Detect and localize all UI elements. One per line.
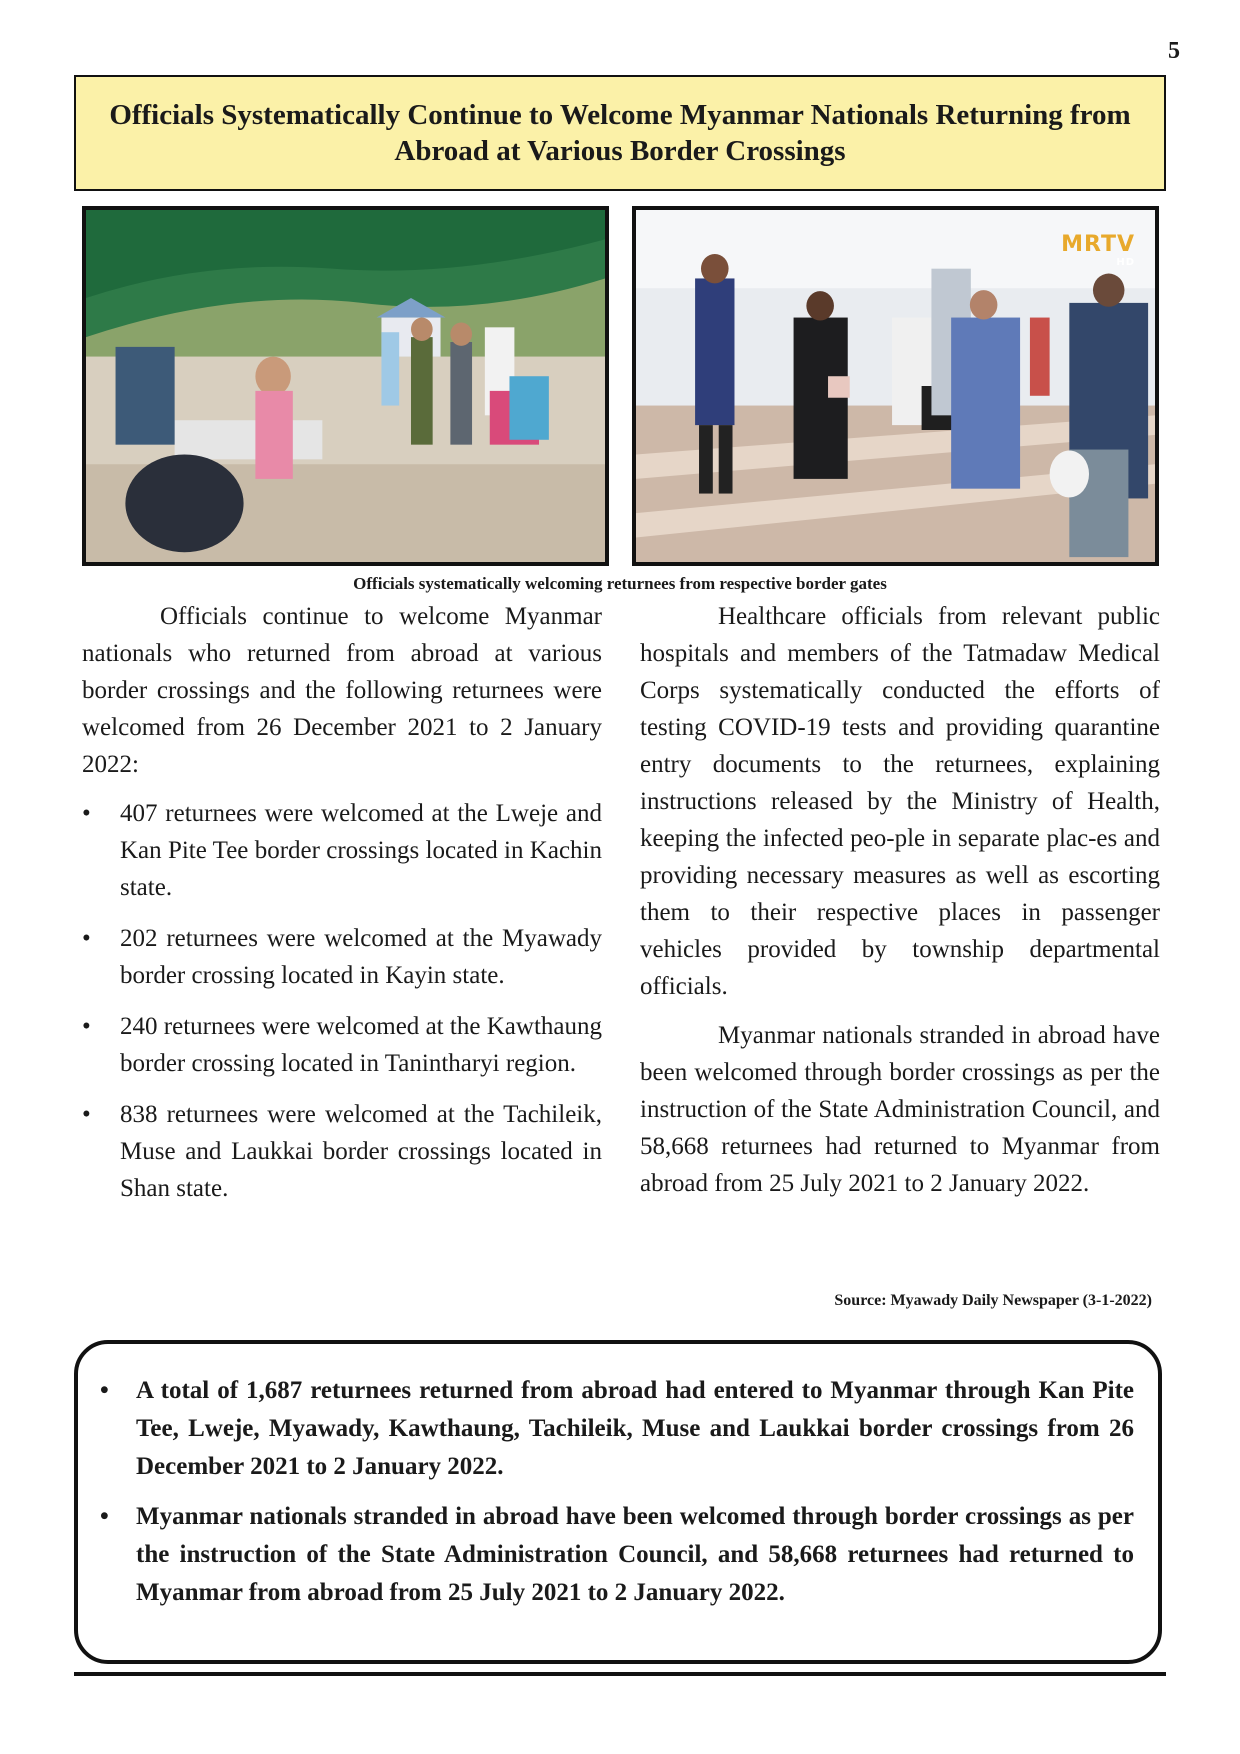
summary-list xyxy=(96,1372,1134,1612)
title-box xyxy=(74,75,1166,191)
summary-item: • Myanmar nationals stranded in abroad have been welcomed through border crossings as per the instruction of the State Administration Council, and 58,668 returnees had returned to Myanmar from abroad from 25 July 2021 to 2 January 2022. xyxy=(96,1498,1134,1612)
body-paragraph: Healthcare officials from relevant public hospitals and members of the Tatmadaw Medical Corps systematically conducted the efforts of testing COVID-19 tests and providing quarantine entry documents to the returnees, explaining instructions released by the Ministry of Health, keeping the infected peo-ple in separate plac-es and providing necessary measures as well as escorting them to their respective places in passenger vehicles provided by township departmental officials. xyxy=(640,603,1160,1000)
photo-terminal-welcome xyxy=(632,206,1159,566)
returnee-list xyxy=(82,795,602,1207)
source-line: Source: Myawady Daily Newspaper (3-1-2022) xyxy=(834,1292,1152,1309)
left-column xyxy=(82,598,602,1221)
photo-tent-welcome xyxy=(82,206,609,566)
page-number: 5 xyxy=(1168,38,1180,64)
mrtv-logo: MRTV HD xyxy=(1061,232,1135,268)
summary-box xyxy=(74,1340,1162,1664)
right-column xyxy=(640,598,1160,1214)
intro-paragraph: Officials continue to welcome Myanmar nationals who returned from abroad at various border crossings and the following returnees were welcomed from 26 December 2021 to 2 January 2022: xyxy=(82,603,602,778)
list-item: • 407 returnees were welcomed at the Lweje and Kan Pite Tee border crossings located in Kachin state. xyxy=(82,795,602,906)
photo-tent-illustration xyxy=(86,210,605,562)
article-title: Officials Systematically Continue to Welcome Myanmar Nationals Returning from Abroad at Various Border Crossings xyxy=(109,99,1131,167)
list-item: • 202 returnees were welcomed at the Myawady border crossing located in Kayin state. xyxy=(82,920,602,994)
summary-item: • A total of 1,687 returnees returned from abroad had entered to Myanmar through Kan Pite Tee, Lweje, Myawady, Kawthaung, Tachileik, Muse and Laukkai border crossings from 26 December 2021 to 2 January 2022. xyxy=(96,1372,1134,1486)
list-item: • 838 returnees were welcomed at the Tachileik, Muse and Laukkai border crossings located in Shan state. xyxy=(82,1096,602,1207)
body-paragraph: Myanmar nationals stranded in abroad have been welcomed through border crossings as per the instruction of the State Administration Council, and 58,668 returnees had returned to Myanmar from abroad from 25 July 2021 to 2 January 2022. xyxy=(640,1022,1160,1197)
list-item: • 240 returnees were welcomed at the Kawthaung border crossing located in Tanintharyi region. xyxy=(82,1008,602,1082)
photo-caption: Officials systematically welcoming returnees from respective border gates xyxy=(353,574,887,593)
bottom-rule xyxy=(74,1672,1166,1676)
